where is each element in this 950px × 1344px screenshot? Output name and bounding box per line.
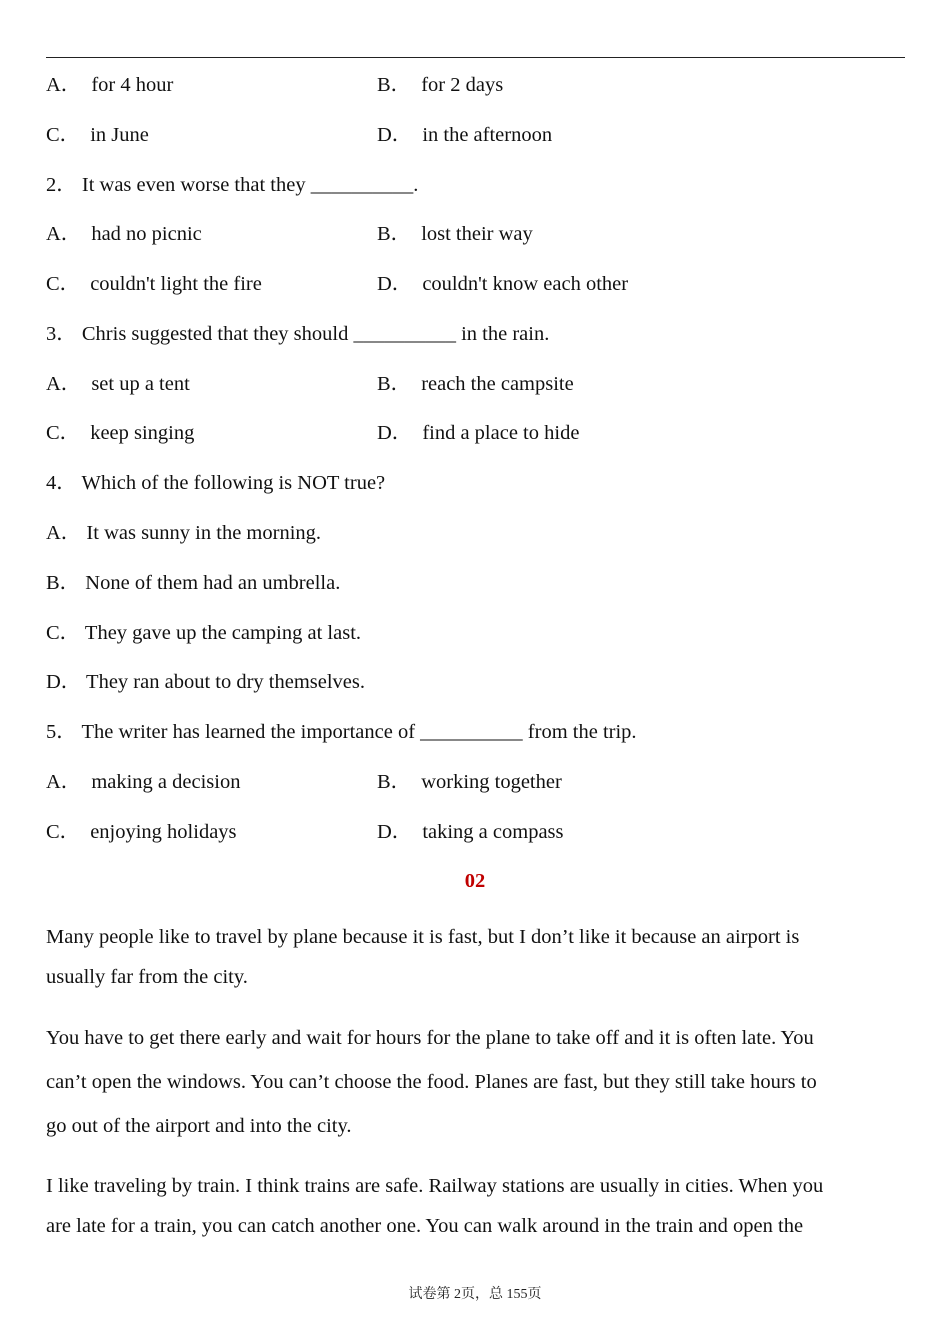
passage-paragraph-3	[46, 1166, 906, 1246]
q2-stem: 2． It was even worse that they __________.	[46, 174, 419, 196]
q3-option-c: C． keep singing	[46, 422, 195, 444]
q5-option-a: A． making a decision	[46, 771, 241, 793]
q4-option-d: D． They ran about to dry themselves.	[46, 671, 366, 693]
q5-option-c: C． enjoying holidays	[46, 821, 237, 843]
page-footer: 试卷第 2页，总 155页	[408, 1287, 542, 1302]
passage-paragraph-1	[46, 917, 906, 997]
q1-option-c: C． in June	[46, 124, 149, 146]
q5-option-b: B． working together	[377, 771, 562, 793]
q4-option-b: B． None of them had an umbrella.	[46, 572, 341, 594]
header-rule	[46, 57, 905, 58]
q3-option-a: A． set up a tent	[46, 373, 190, 395]
q1-option-d: D． in the afternoon	[377, 124, 553, 146]
q2-option-c: C． couldn't light the fire	[46, 273, 262, 295]
paragraph-line: usually far from the city.	[46, 966, 248, 988]
q5-option-d: D． taking a compass	[377, 821, 564, 843]
paragraph-line: I like traveling by train. I think trains are safe. Railway stations are usually in cities. When you	[46, 1175, 824, 1197]
q2-option-d: D． couldn't know each other	[377, 273, 629, 295]
paragraph-line: Many people like to travel by plane because it is fast, but I don’t like it because an airport is	[46, 926, 800, 948]
paragraph-line: are late for a train, you can catch another one. You can walk around in the train and open the	[46, 1215, 804, 1237]
q3-option-b: B． reach the campsite	[377, 373, 574, 395]
q4-option-c: C． They gave up the camping at last.	[46, 622, 362, 644]
q3-stem: 3． Chris suggested that they should __________ in the rain.	[46, 323, 550, 345]
paragraph-line: go out of the airport and into the city.	[46, 1115, 352, 1137]
section-number: 02	[464, 870, 486, 892]
q3-option-d: D． find a place to hide	[377, 422, 580, 444]
q2-option-a: A． had no picnic	[46, 223, 202, 245]
q1-option-a: A． for 4 hour	[46, 74, 174, 96]
q4-stem: 4． Which of the following is NOT true?	[46, 472, 386, 494]
paragraph-line: You have to get there early and wait for hours for the plane to take off and it is often late. You	[46, 1027, 814, 1049]
q2-option-b: B． lost their way	[377, 223, 533, 245]
q1-option-b: B． for 2 days	[377, 74, 504, 96]
q5-stem: 5． The writer has learned the importance of __________ from the trip.	[46, 721, 637, 743]
q4-option-a: A． It was sunny in the morning.	[46, 522, 322, 544]
paragraph-line: can’t open the windows. You can’t choose the food. Planes are fast, but they still take hours to	[46, 1071, 817, 1093]
passage-paragraph-2	[46, 1016, 906, 1148]
